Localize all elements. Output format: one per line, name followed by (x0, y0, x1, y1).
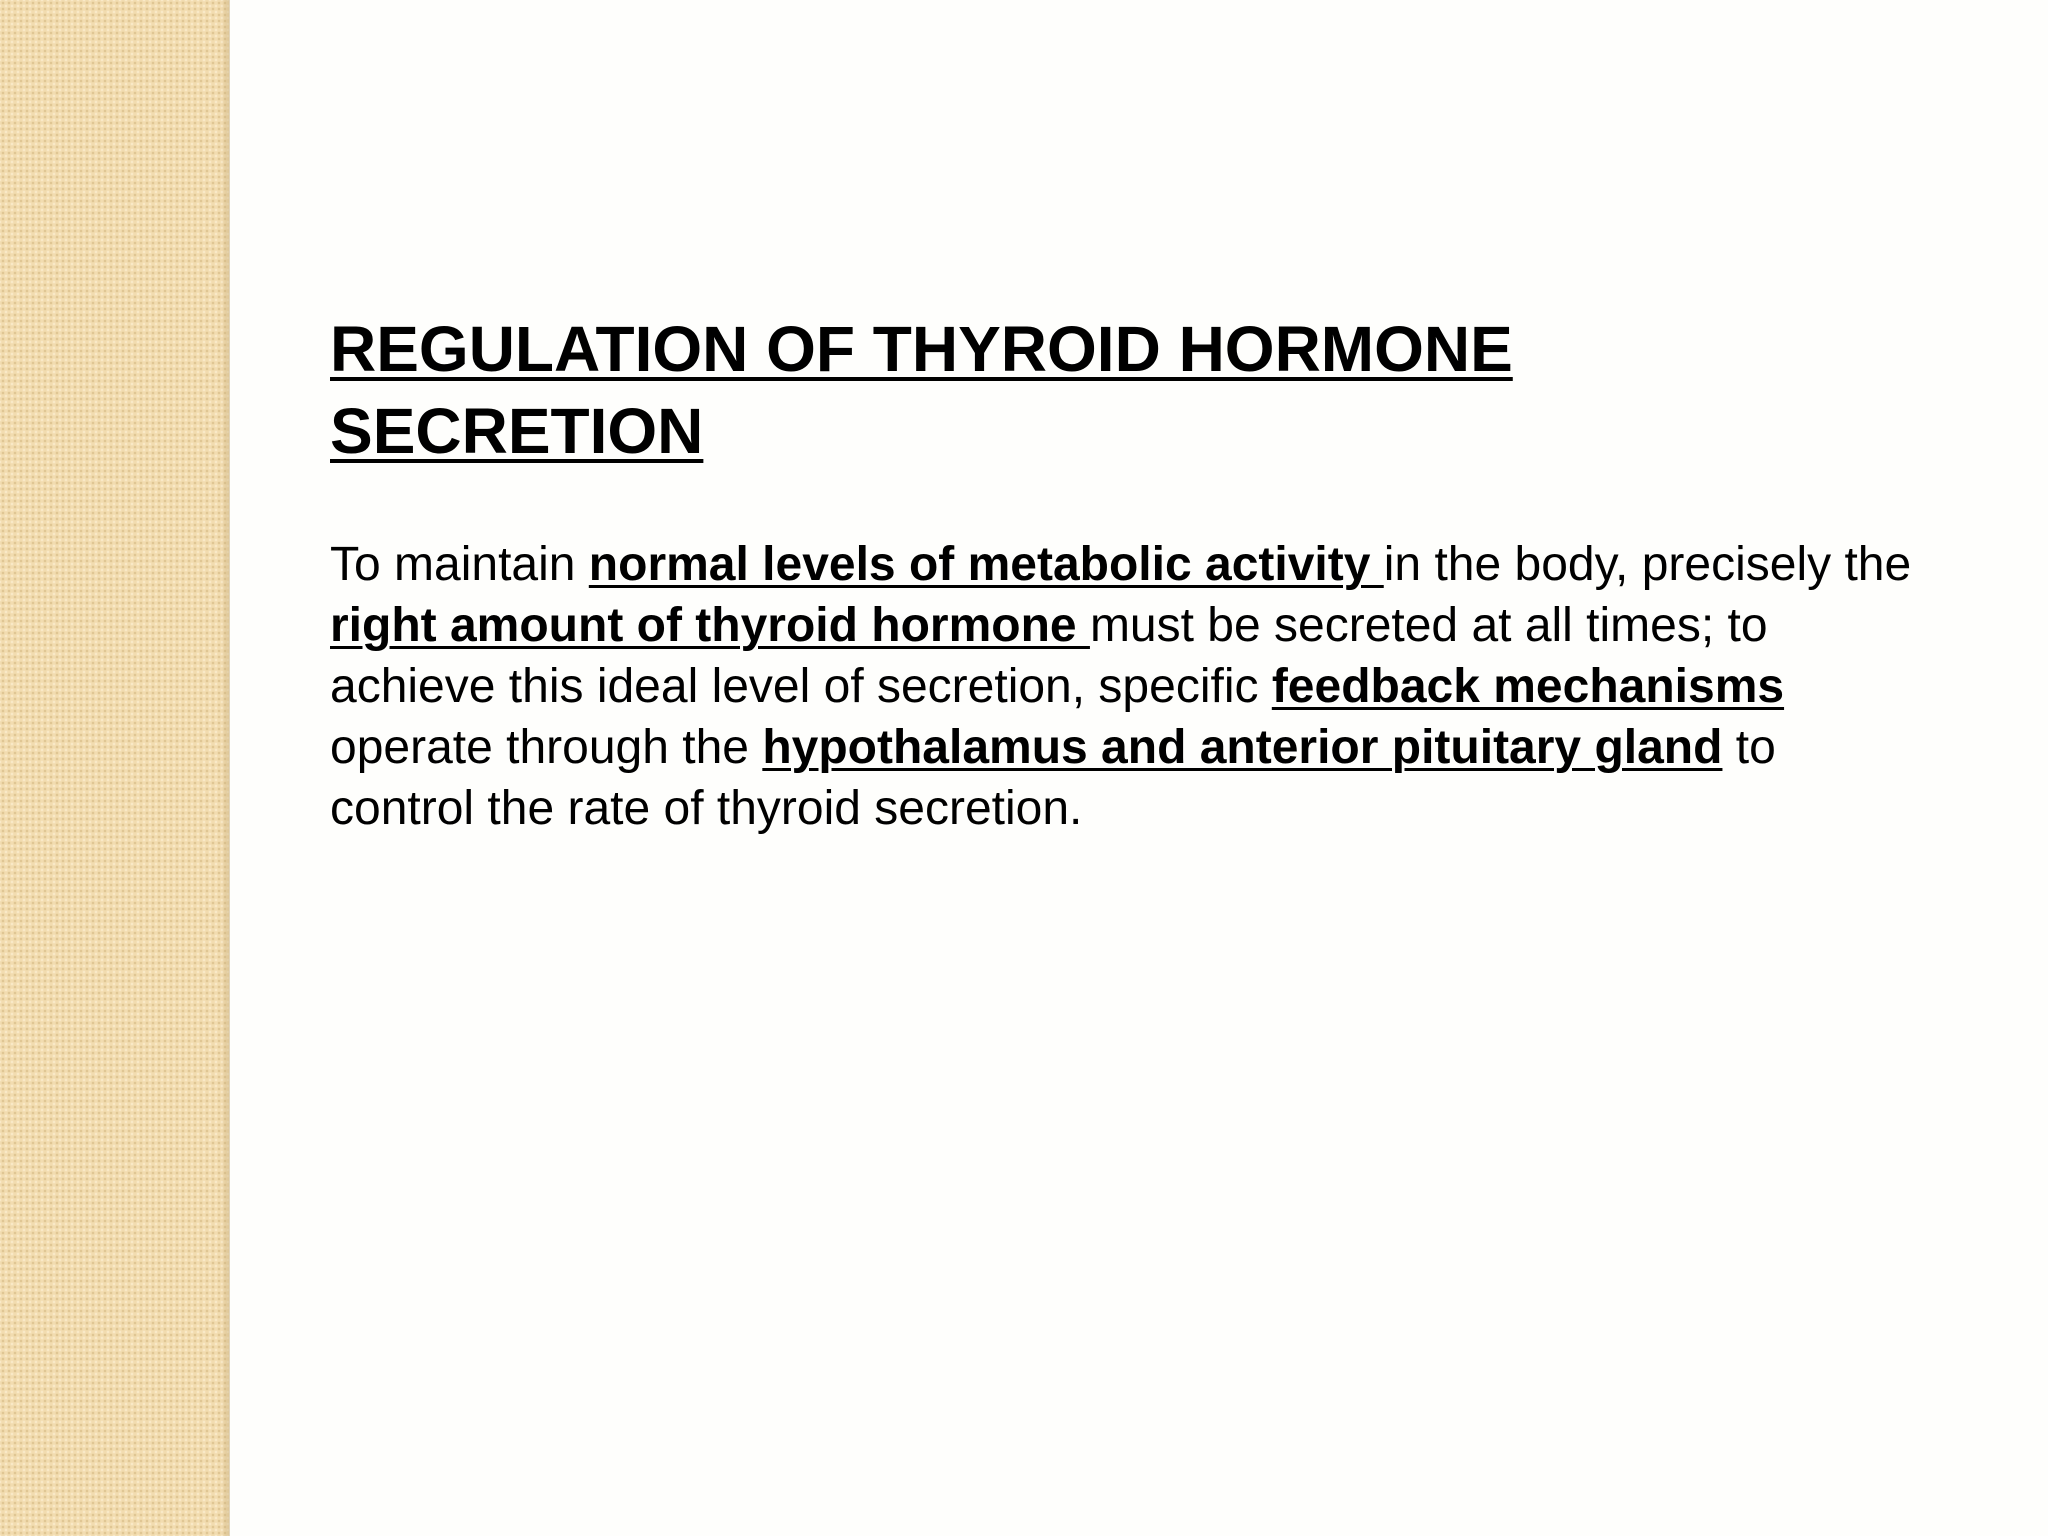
body-text-5: to control the rate of thyroid secretion. (330, 721, 1776, 835)
emphasis-feedback-mechanisms: feedback mechanisms (1271, 660, 1785, 713)
body-text-4: operate through the (330, 721, 763, 774)
slide-content (330, 308, 1930, 839)
body-text-2: in the body, precisely the (1383, 538, 1912, 591)
body-text-1: To maintain (330, 538, 589, 591)
emphasis-thyroid-hormone-amount: right amount of thyroid hormone (330, 599, 1090, 652)
body-text-3: must be secreted at all times; to achieve this ideal level of secretion, specific (330, 599, 1768, 713)
slide-title (330, 308, 1730, 472)
emphasis-metabolic-activity: normal levels of metabolic activity (588, 538, 1384, 591)
body-paragraph (330, 534, 1930, 839)
slide-title-line-1: REGULATION OF THYROID HORMONE (330, 313, 1513, 385)
side-band-edge-shadow (221, 0, 230, 1536)
emphasis-hypothalamus-pituitary: hypothalamus and anterior pituitary gland (762, 721, 1723, 774)
slide-title-line-2: SECRETION (330, 395, 704, 467)
decorative-side-band (0, 0, 229, 1536)
